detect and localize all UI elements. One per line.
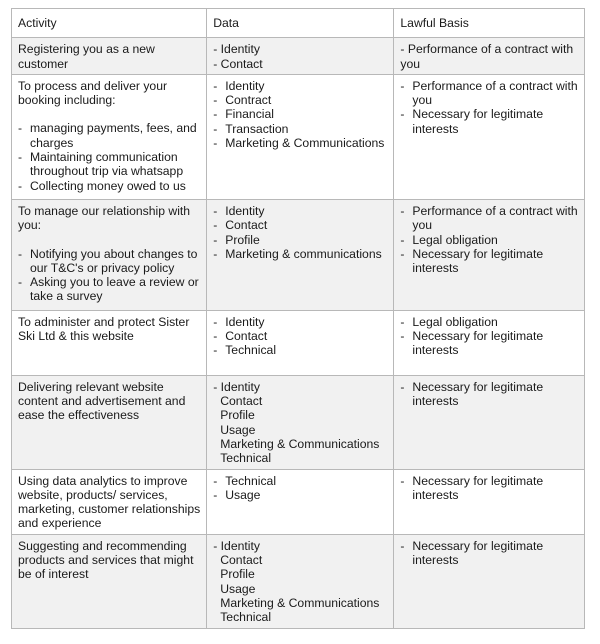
basis-item: - Necessary for legitimate interests xyxy=(400,246,544,276)
basis-item: you xyxy=(400,56,421,71)
activity-cell xyxy=(12,74,207,199)
activity-text: marketing, customer relationships xyxy=(18,502,201,517)
table-row xyxy=(12,38,585,75)
data-item: Profile xyxy=(220,567,255,582)
activity-text: Registering you as a new xyxy=(18,42,155,57)
activity-text: To administer and protect Sister xyxy=(18,314,190,329)
basis-item: - Legal obligation xyxy=(400,232,498,247)
activity-text: Using data analytics to improve xyxy=(18,473,188,488)
data-item: - Identity xyxy=(213,314,265,329)
basis-item: - Legal obligation xyxy=(400,314,498,329)
data-cell xyxy=(207,74,394,199)
data-item: Technical xyxy=(220,610,272,625)
data-item: - Financial xyxy=(213,107,274,122)
data-item: Usage xyxy=(220,422,256,437)
table-header-row xyxy=(12,9,585,38)
table-row xyxy=(12,534,585,628)
data-item: Usage xyxy=(220,581,256,596)
data-item: - Technical xyxy=(213,343,277,358)
data-item: - Marketing & communications xyxy=(213,246,382,261)
activity-text: and experience xyxy=(18,516,102,531)
data-item: - Profile xyxy=(213,232,260,247)
basis-cell xyxy=(394,74,585,199)
header-activity: Activity xyxy=(12,9,207,38)
header-lawful-basis: Lawful Basis xyxy=(394,9,585,38)
data-item: Marketing & Communications xyxy=(220,436,380,451)
activity-text: you: xyxy=(18,218,42,233)
activity-bullet: - Notifying you about changes to our T&C's or privacy policy xyxy=(18,246,198,275)
data-item: - Contract xyxy=(213,93,272,108)
basis-item: - Necessary for legitimate interests xyxy=(400,538,544,568)
data-item: - Contact xyxy=(213,329,268,344)
table-row xyxy=(12,199,585,310)
basis-cell xyxy=(394,469,585,534)
data-cell xyxy=(207,469,394,534)
basis-item: - Necessary for legitimate interests xyxy=(400,329,544,358)
basis-item: - Performance of a contract with you xyxy=(400,203,578,233)
activity-text: be of interest xyxy=(18,567,89,582)
data-item: - Contact xyxy=(213,56,263,71)
table-row xyxy=(12,375,585,469)
data-cell xyxy=(207,199,394,310)
table-row xyxy=(12,469,585,534)
data-item: - Identity xyxy=(213,42,260,57)
data-item: - Identity xyxy=(213,379,260,394)
activity-cell xyxy=(12,534,207,628)
data-item: - Identity xyxy=(213,78,265,93)
activity-text: Suggesting and recommending xyxy=(18,538,187,553)
activity-text: Ski Ltd & this website xyxy=(18,329,134,344)
activity-text: customer xyxy=(18,56,69,71)
activity-bullet: - Maintaining communication throughout trip via whatsapp xyxy=(18,150,184,179)
basis-cell xyxy=(394,199,585,310)
data-item: Contact xyxy=(220,553,263,568)
activity-text: Delivering relevant website xyxy=(18,379,164,394)
activity-text: ease the effectiveness xyxy=(18,408,140,423)
activity-text: booking including: xyxy=(18,93,116,108)
activity-cell xyxy=(12,469,207,534)
data-item: - Identity xyxy=(213,203,265,218)
activity-text: products and services that might xyxy=(18,553,194,568)
data-cell xyxy=(207,310,394,375)
activity-bullet: - Asking you to leave a review or take a survey xyxy=(18,275,199,304)
data-item: Profile xyxy=(220,408,255,423)
activity-text: To process and deliver your xyxy=(18,78,168,93)
data-item: Contact xyxy=(220,394,263,409)
basis-item: - Necessary for legitimate interests xyxy=(400,473,544,502)
data-item: - Marketing & Communications xyxy=(213,136,385,151)
activity-bullet: - Collecting money owed to us xyxy=(18,178,186,193)
header-data: Data xyxy=(207,9,394,38)
table-row xyxy=(12,310,585,375)
data-cell xyxy=(207,375,394,469)
data-item: - Technical xyxy=(213,473,277,488)
data-item: - Contact xyxy=(213,218,268,233)
basis-cell xyxy=(394,534,585,628)
table-row xyxy=(12,74,585,199)
data-item: - Transaction xyxy=(213,121,289,136)
activity-text: website, products/ services, xyxy=(18,487,168,502)
activity-bullet: - managing payments, fees, and charges xyxy=(18,121,197,150)
data-item: - Usage xyxy=(213,487,261,502)
basis-cell xyxy=(394,375,585,469)
basis-item: - Performance of a contract with xyxy=(400,42,574,57)
data-cell xyxy=(207,534,394,628)
activity-text: To manage our relationship with xyxy=(18,203,191,218)
data-item: Marketing & Communications xyxy=(220,595,380,610)
activity-cell xyxy=(12,199,207,310)
basis-item: - Necessary for legitimate interests xyxy=(400,379,544,409)
data-item: - Identity xyxy=(213,538,260,553)
basis-cell xyxy=(394,38,585,75)
activity-cell xyxy=(12,310,207,375)
data-cell xyxy=(207,38,394,75)
basis-item: - Performance of a contract with you xyxy=(400,78,578,108)
basis-cell xyxy=(394,310,585,375)
data-item: Technical xyxy=(220,451,272,466)
activity-text: content and advertisement and xyxy=(18,394,186,409)
basis-item: - Necessary for legitimate interests xyxy=(400,107,544,136)
lawful-basis-table xyxy=(11,8,585,629)
activity-cell xyxy=(12,38,207,75)
activity-cell xyxy=(12,375,207,469)
